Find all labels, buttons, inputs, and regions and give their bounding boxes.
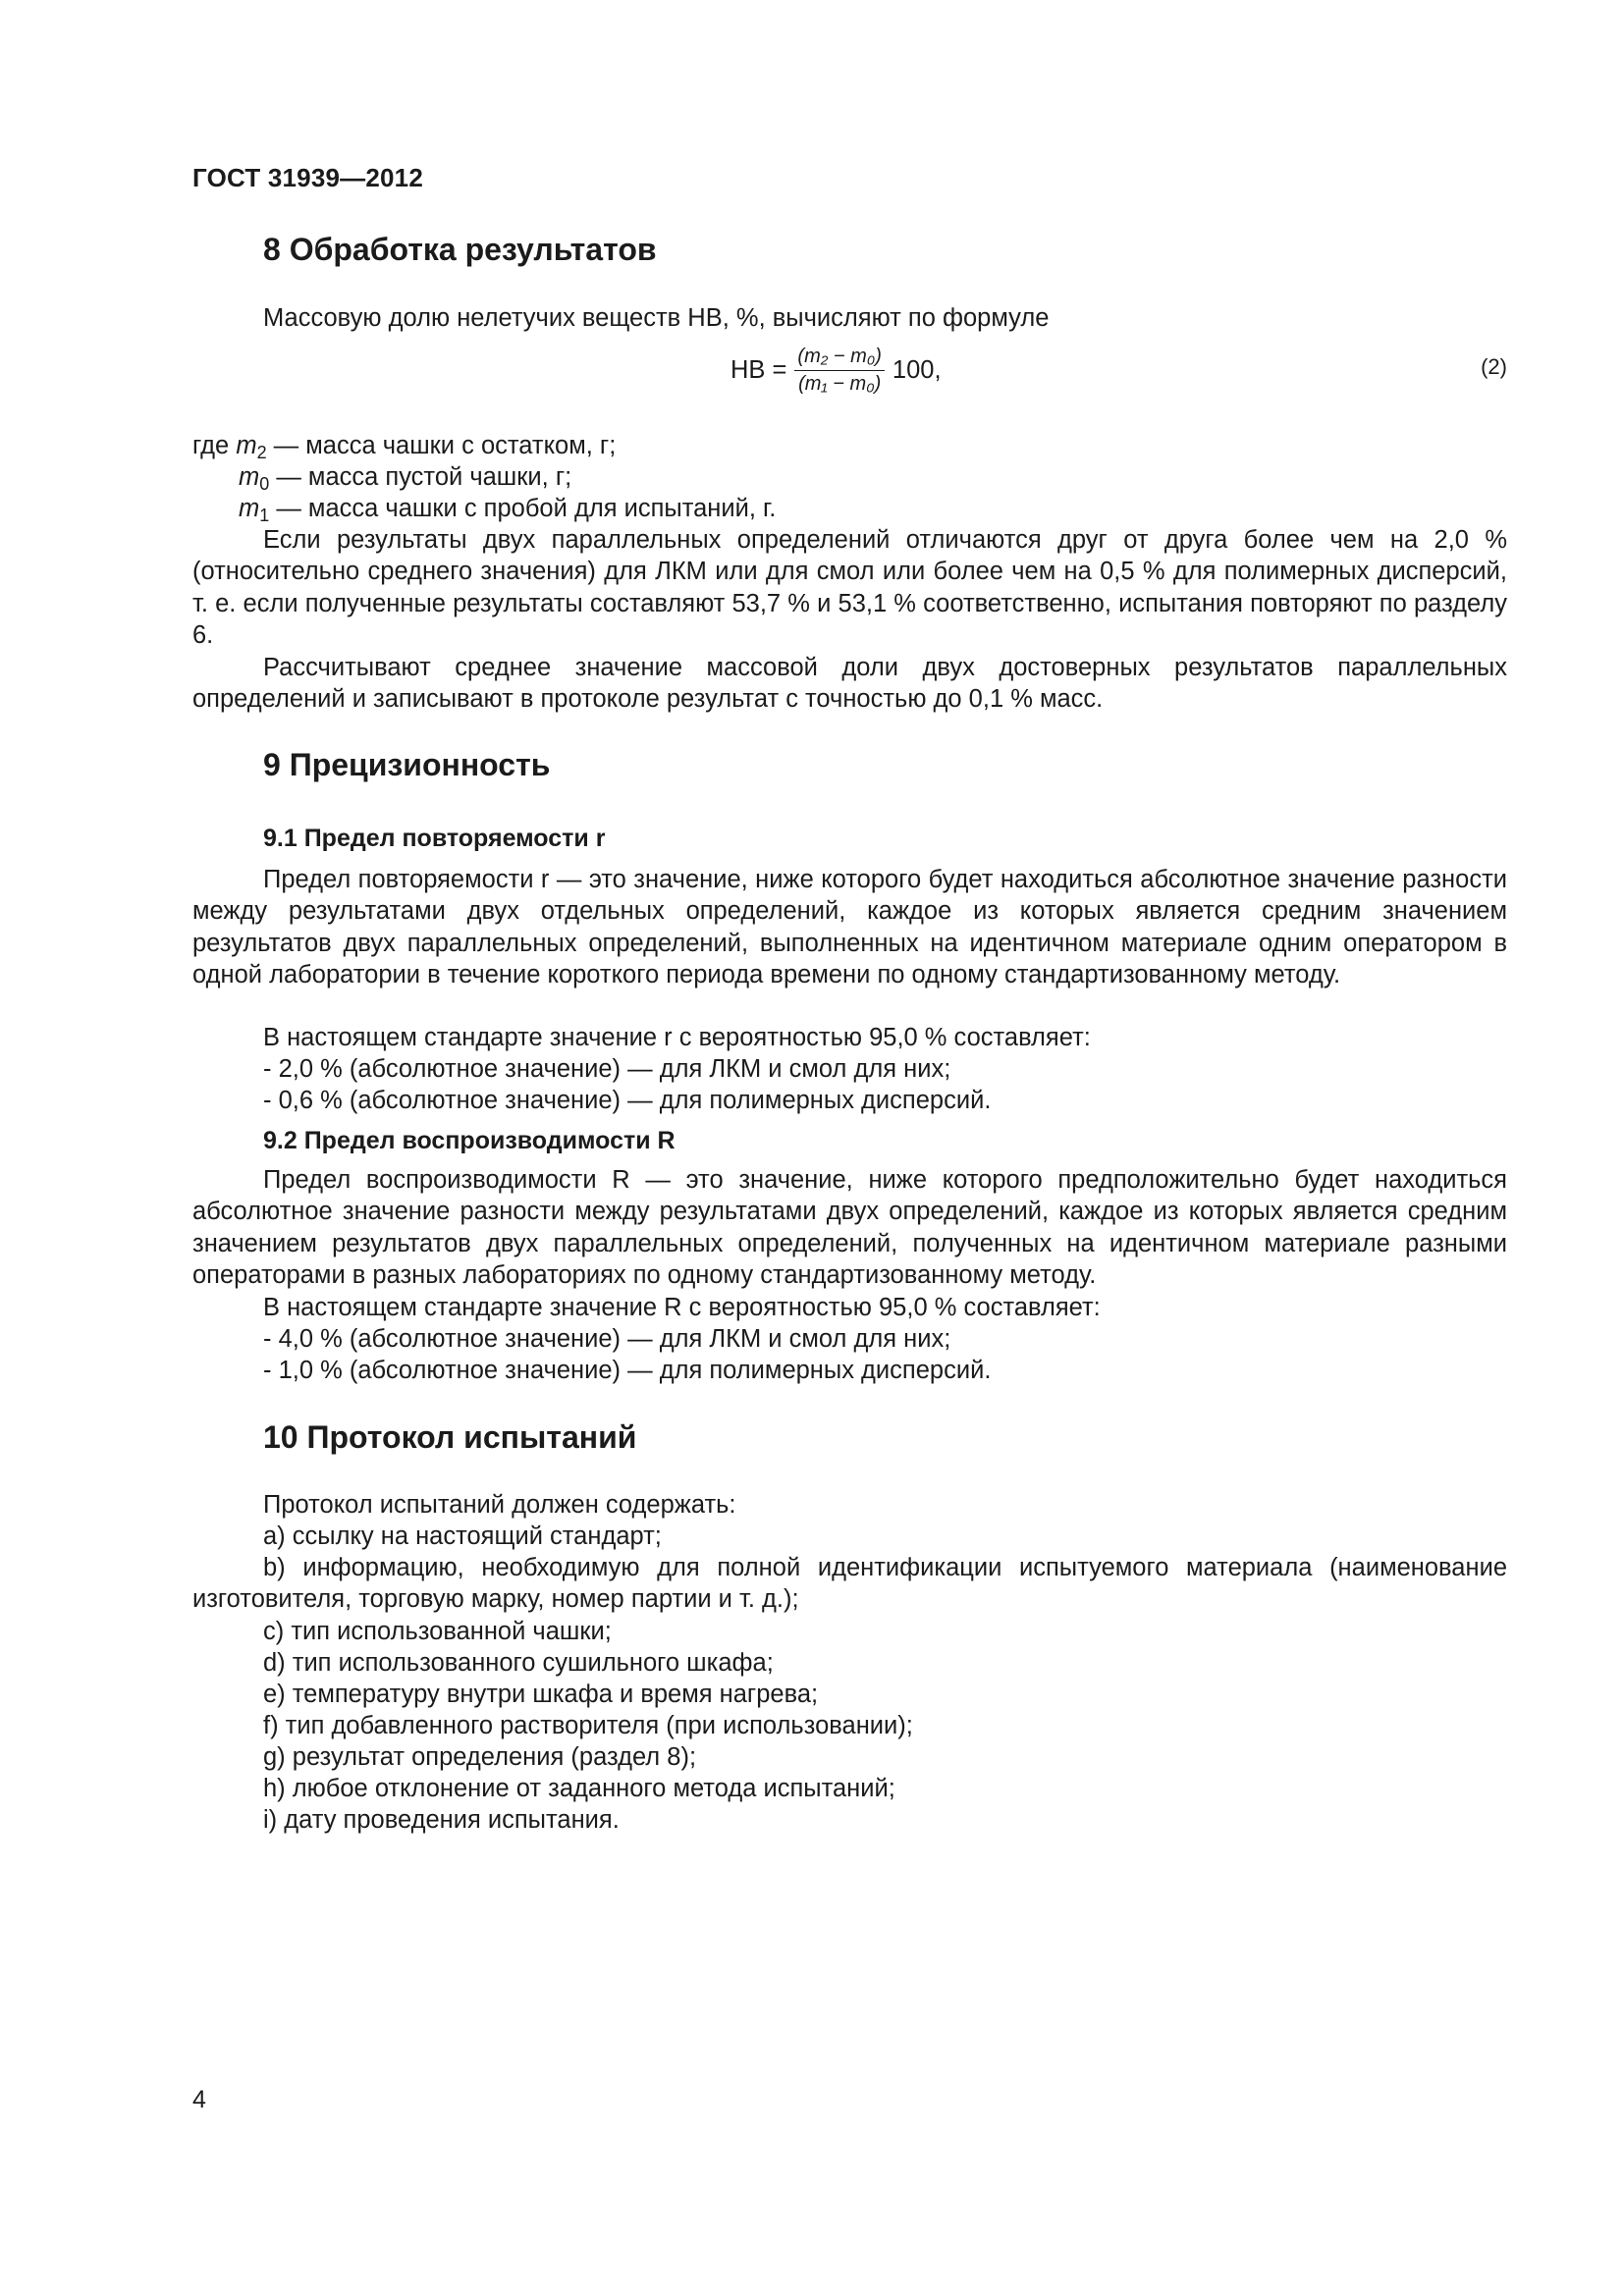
- where-text: — масса пустой чашки, г;: [269, 463, 572, 491]
- s8-paragraph-2: Рассчитывают среднее значение массовой доли двух достоверных результатов параллельных определений и записывают в протоколе результат с точностью до 0,1 % масс.: [192, 654, 1507, 714]
- section-9-title: 9 Прецизионность: [263, 747, 551, 782]
- formula-denominator: (m₁ − m₀): [798, 373, 882, 395]
- s10-item-d: d) тип использованного сушильного шкафа;: [263, 1649, 774, 1677]
- where-sub: 1: [259, 506, 270, 525]
- section-8-title: 8 Обработка результатов: [263, 232, 657, 267]
- s92-item-1: - 4,0 % (абсолютное значение) — для ЛКМ и смол для них;: [263, 1325, 951, 1353]
- s10-item-e: e) температуру внутри шкафа и время нагрева;: [263, 1681, 819, 1708]
- s10-item-a: a) ссылку на настоящий стандарт;: [263, 1522, 662, 1550]
- section-9-2-title: 9.2 Предел воспроизводимости R: [263, 1127, 676, 1154]
- formula-lhs: НВ =: [730, 356, 787, 384]
- where-prefix: где: [192, 432, 230, 459]
- s10-item-b: b) информацию, необходимую для полной идентификации испытуемого материала (наименование изготовителя, торговую марку, номер партии и т. д.);: [192, 1554, 1507, 1614]
- where-sub: 0: [259, 474, 270, 494]
- s92-paragraph-1: Предел воспроизводимости R — это значение, ниже которого предположительно будет находиться абсолютное значение разности между результатами двух определений, каждое из которых является средним значением результатов двух параллельных определений, полученных на идентичном материале разными операторами в разных лабораториях по одному стандартизованному методу.: [192, 1166, 1507, 1289]
- s91-item-1: - 2,0 % (абсолютное значение) — для ЛКМ и смол для них;: [263, 1055, 951, 1083]
- where-symbol: m: [236, 432, 257, 459]
- formula-2: [730, 346, 942, 396]
- s91-paragraph-2: В настоящем стандарте значение r с вероятностью 95,0 % составляет:: [263, 1024, 1091, 1051]
- s8-paragraph-1: Если результаты двух параллельных определений отличаются друг от друга более чем на 2,0 % (относительно среднего значения) для ЛКМ или для смол или более чем на 0,5 % для полимерных дисперсий, т. е. если полученные результаты составляют 53,7 % и 53,1 % соответственно, испытания повторяют по разделу 6.: [192, 526, 1507, 649]
- page-number: 4: [192, 2086, 206, 2113]
- section-9-1-title: 9.1 Предел повторяемости r: [263, 825, 606, 852]
- where-text: — масса чашки с остатком, г;: [266, 432, 617, 459]
- formula-tail: 100,: [892, 356, 942, 384]
- s10-item-c: c) тип использованной чашки;: [263, 1618, 612, 1645]
- where-symbol: m: [239, 463, 260, 491]
- s10-item-g: g) результат определения (раздел 8);: [263, 1743, 697, 1771]
- where-symbol: m: [239, 495, 260, 522]
- s10-intro: Протокол испытаний должен содержать:: [263, 1491, 736, 1519]
- standard-number: ГОСТ 31939—2012: [192, 163, 423, 192]
- s10-item-h: h) любое отклонение от заданного метода испытаний;: [263, 1775, 895, 1802]
- s91-item-2: - 0,6 % (абсолютное значение) — для полимерных дисперсий.: [263, 1087, 992, 1114]
- formula-number: (2): [1481, 354, 1507, 379]
- s91-paragraph-1: Предел повторяемости r — это значение, ниже которого будет находиться абсолютное значение разности между результатами двух отдельных определений, каждое из которых является средним значением результатов двух параллельных определений, выполненных на идентичном материале одним оператором в одной лаборатории в течение короткого периода времени по одному стандартизованному методу.: [192, 866, 1507, 988]
- section-10-title: 10 Протокол испытаний: [263, 1419, 637, 1455]
- where-text: — масса чашки с пробой для испытаний, г.: [269, 495, 777, 522]
- s8-intro: Массовую долю нелетучих веществ НВ, %, вычисляют по формуле: [263, 304, 1050, 332]
- s92-paragraph-2: В настоящем стандарте значение R с вероятностью 95,0 % составляет:: [263, 1294, 1101, 1321]
- s92-item-2: - 1,0 % (абсолютное значение) — для полимерных дисперсий.: [263, 1357, 992, 1384]
- s10-item-f: f) тип добавленного растворителя (при использовании);: [263, 1712, 913, 1739]
- where-sub: 2: [256, 443, 267, 462]
- formula-fraction: [794, 346, 885, 396]
- s10-item-i: i) дату проведения испытания.: [263, 1806, 620, 1834]
- formula-numerator: (m₂ − m₀): [794, 346, 885, 371]
